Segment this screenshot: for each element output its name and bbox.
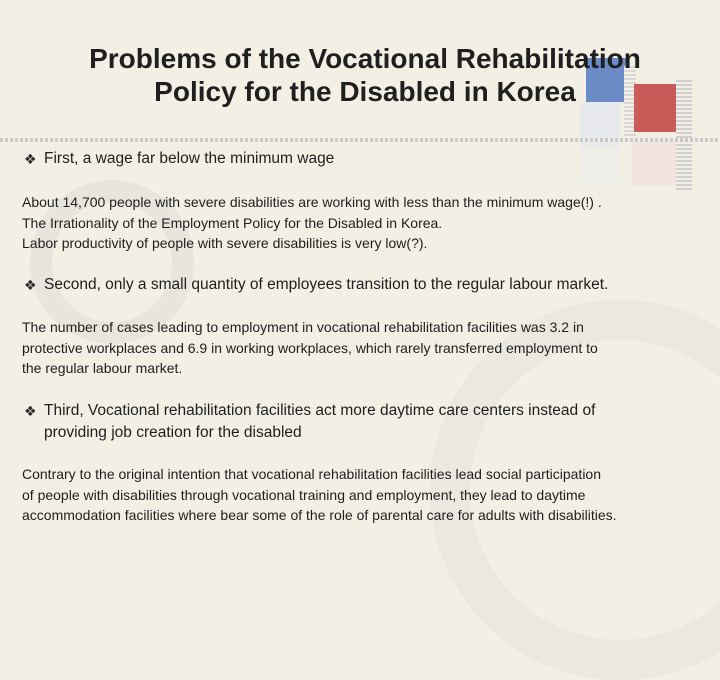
bullet-heading-line: Third, Vocational rehabilitation facilities act more daytime care centers instead of [44, 402, 596, 419]
diamond-bullet-icon: ❖ [24, 403, 37, 419]
paragraph-line: Contrary to the original intention that vocational rehabilitation facilities lead social participation [22, 466, 601, 482]
bullet-heading-text: First, a wage far below the minimum wage [44, 150, 335, 167]
bullet-heading-1 [24, 148, 334, 170]
paragraph-3 [22, 464, 617, 526]
diamond-bullet-icon: ❖ [24, 277, 37, 293]
paragraph-line: The Irrationality of the Employment Policy for the Disabled in Korea. [22, 214, 443, 231]
page-title [40, 42, 690, 108]
bullet-heading-2 [24, 274, 608, 296]
title-line-1: Problems of the Vocational Rehabilitation [89, 43, 641, 74]
title-divider [0, 138, 720, 142]
paragraph-line: accommodation facilities where bear some of the role of parental care for adults with disabilities. [22, 507, 617, 523]
paragraph-line: the regular labour market. [22, 360, 183, 376]
paragraph-line: of people with disabilities through vocational training and employment, they lead to daytime [22, 486, 586, 503]
bullet-heading-text [44, 400, 595, 444]
bullet-heading-text: Second, only a small quantity of employees transition to the regular labour market. [44, 276, 609, 293]
paragraph-line: Labor productivity of people with severe disabilities is very low(?). [22, 235, 428, 251]
bullet-heading-line: providing job creation for the disabled [44, 424, 302, 441]
paragraph-line: About 14,700 people with severe disabilities are working with less than the minimum wage(!) . [22, 194, 602, 210]
paragraph-1 [22, 192, 602, 254]
title-line-2: Policy for the Disabled in Korea [154, 76, 576, 107]
decorative-pink-square [632, 140, 676, 186]
paragraph-line: protective workplaces and 6.9 in working workplaces, which rarely transferred employment to [22, 339, 598, 356]
diamond-bullet-icon: ❖ [24, 151, 37, 167]
paragraph-2 [22, 317, 598, 379]
bullet-heading-3 [24, 400, 595, 444]
decorative-white-square [580, 146, 620, 186]
paragraph-line: The number of cases leading to employment in vocational rehabilitation facilities was 3.2 in [22, 319, 584, 335]
